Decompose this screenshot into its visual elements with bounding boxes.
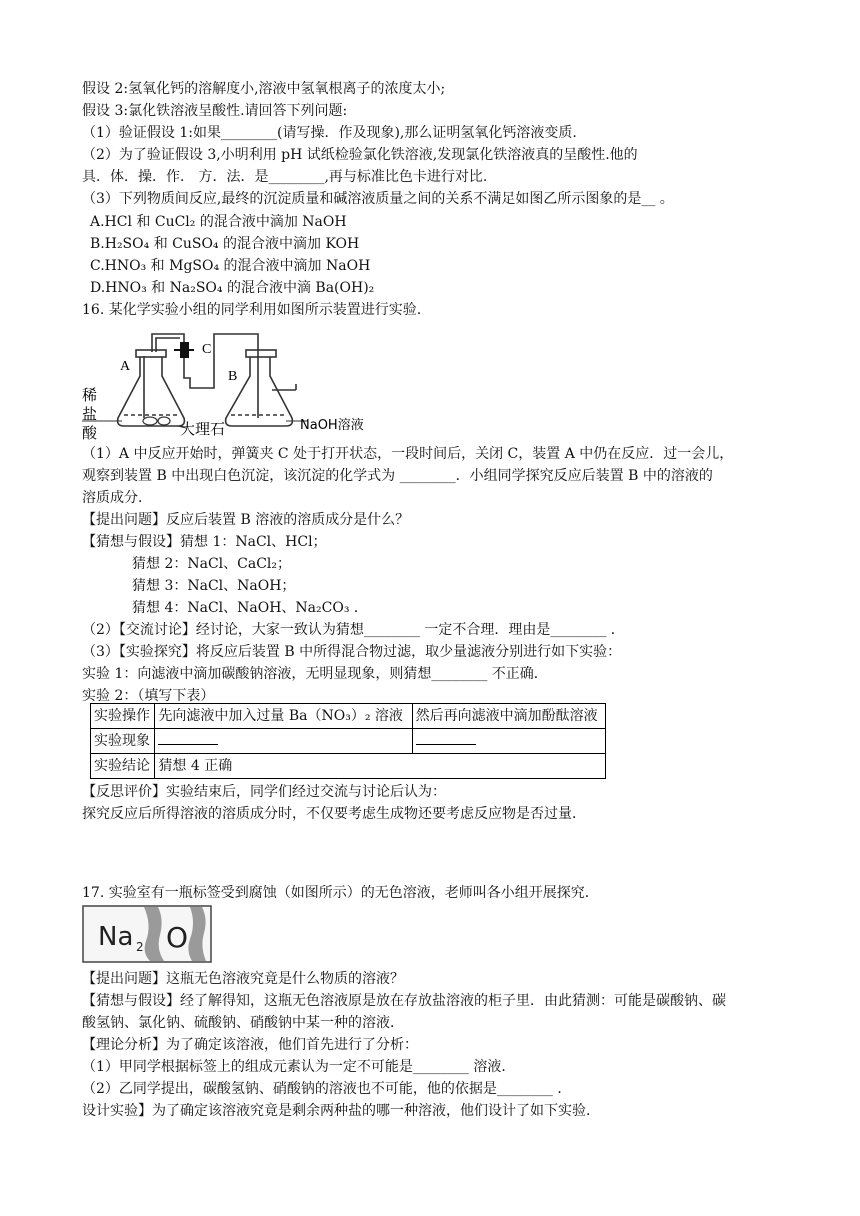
clamp-c <box>174 342 194 358</box>
table-row <box>91 729 606 754</box>
text-line: 设计实验】为了确定该溶液究竟是剩余两种盐的哪一种溶液，他们设计了如下实验． <box>82 1103 600 1119</box>
label-b: B <box>228 369 238 384</box>
corroded-label-image <box>82 905 212 963</box>
guess-line: 猜想 2：NaCl、CaCl₂； <box>132 556 292 572</box>
table-cell: 实验现象 <box>91 729 155 754</box>
label-acid: 稀 <box>82 386 98 404</box>
table-cell: 先向滤液中加入过量 Ba（NO₃）₂ 溶液 <box>155 704 412 729</box>
marble-pieces <box>143 417 170 425</box>
connecting-tube <box>144 334 296 418</box>
text-line: 【提出问题】这瓶无色溶液究竟是什么物质的溶液？ <box>82 971 404 987</box>
text-line: 假设 3:氯化铁溶液呈酸性.请回答下列问题: <box>82 103 348 119</box>
label-c: C <box>202 342 212 357</box>
guess-line: 猜想 4：NaCl、NaOH、Na₂CO₃ ． <box>132 600 368 616</box>
text-line: （2）【交流讨论】经讨论，大家一致认为猜想________ 一定不合理．理由是________ ． <box>82 622 625 638</box>
label-na: Na <box>98 922 134 952</box>
option-c: C.HNO₃ 和 MgSO₄ 的混合液中滴加 NaOH <box>90 258 371 274</box>
label-acid: 盐 <box>82 405 98 423</box>
text-line: 【提出问题】反应后装置 B 溶液的溶质成分是什么？ <box>82 512 410 528</box>
text-line: 【猜想与假设】经了解得知，这瓶无色溶液原是放在存放盐溶液的柜子里．由此猜测：可能是碳酸钠、碳 <box>82 993 726 1009</box>
text-line: 实验 1：向滤液中滴加碳酸钠溶液，无明显现象，则猜想________ 不正确． <box>82 666 548 682</box>
apparatus-diagram <box>82 318 372 442</box>
table-cell: 实验操作 <box>91 704 155 729</box>
table-row <box>91 754 606 779</box>
text-line: 具．体．操．作． 方．法．是________,再与标准比色卡进行对比. <box>82 169 488 185</box>
label-sub: 2 <box>136 940 144 954</box>
option-d: D.HNO₃ 和 Na₂SO₄ 的混合液中滴 Ba(OH)₂ <box>90 280 375 296</box>
text-line: （1）甲同学根据标签上的组成元素认为一定不可能是________ 溶液． <box>82 1059 516 1075</box>
table-cell: 然后再向滤液中滴加酚酞溶液 <box>412 704 605 729</box>
text-line: 观察到装置 B 中出现白色沉淀，该沉淀的化学式为 ________．小组同学探究反应后装置 B 中的溶液的 <box>82 468 713 484</box>
table-cell: 猜想 4 正确 <box>155 754 606 779</box>
guess-line: 猜想 3：NaCl、NaOH； <box>132 578 296 594</box>
text-line: （3）下列物质间反应,最终的沉淀质量和碱溶液质量之间的关系不满足如图乙所示图象的是__ 。 <box>82 191 674 207</box>
label-a: A <box>120 359 131 374</box>
option-a: A.HCl 和 CuCl₂ 的混合液中滴加 NaOH <box>90 214 347 230</box>
text-line: （2）为了验证假设 3,小明利用 pH 试纸检验氯化铁溶液,发现氯化铁溶液真的呈酸性.他的 <box>82 147 638 163</box>
text-line: 探究反应后所得溶液的溶质成分时，不仅要考虑生成物还要考虑反应物是否过量． <box>82 806 586 822</box>
text-line: 【理论分析】为了确定该溶液，他们首先进行了分析： <box>82 1037 418 1053</box>
label-naoh: NaOH溶液 <box>300 418 364 433</box>
table-row <box>91 704 606 729</box>
table-cell <box>412 729 605 754</box>
text-line: 【猜想与假设】猜想 1：NaCl、HCl； <box>82 534 327 550</box>
flask-b <box>226 350 293 426</box>
text-line: （2）乙同学提出，碳酸氢钠、硝酸钠的溶液也不可能，他的依据是________ ． <box>82 1081 572 1097</box>
question-16-title: 16. 某化学实验小组的同学利用如图所示装置进行实验. <box>82 302 422 318</box>
label-marble: 大理石 <box>180 420 226 438</box>
label-acid: 酸 <box>82 424 98 442</box>
table-cell <box>155 729 412 754</box>
text-line: （3）【实验探究】将反应后装置 B 中所得混合物过滤，取少量滤液分别进行如下实验： <box>82 644 622 660</box>
table-cell: 实验结论 <box>91 754 155 779</box>
text-line: 酸氢钠、氯化钠、硫酸钠、硝酸钠中某一种的溶液． <box>82 1015 404 1031</box>
label-o: O <box>166 921 189 954</box>
text-line: 实验 2：（填写下表） <box>82 688 215 704</box>
text-line: 【反思评价】实验结束后，同学们经过交流与讨论后认为： <box>82 784 446 800</box>
option-b: B.H₂SO₄ 和 CuSO₄ 的混合液中滴加 KOH <box>90 236 360 252</box>
experiment-table <box>90 703 606 779</box>
text-line: （1）A 中反应开始时，弹簧夹 C 处于打开状态，一段时间后，关闭 C，装置 A 中仍在反应．过一会儿， <box>82 446 734 462</box>
answer-blank <box>416 732 476 745</box>
text-line: （1）验证假设 1:如果________(请写操．作及现象),那么证明氢氧化钙溶液变质. <box>82 125 577 141</box>
text-line: 溶质成分． <box>82 490 152 506</box>
text-line: 假设 2:氢氧化钙的溶解度小,溶液中氢氧根离子的浓度太小; <box>82 81 446 97</box>
question-17-title: 17. 实验室有一瓶标签受到腐蚀（如图所示）的无色溶液，老师叫各小组开展探究． <box>82 885 599 901</box>
answer-blank <box>158 732 218 745</box>
